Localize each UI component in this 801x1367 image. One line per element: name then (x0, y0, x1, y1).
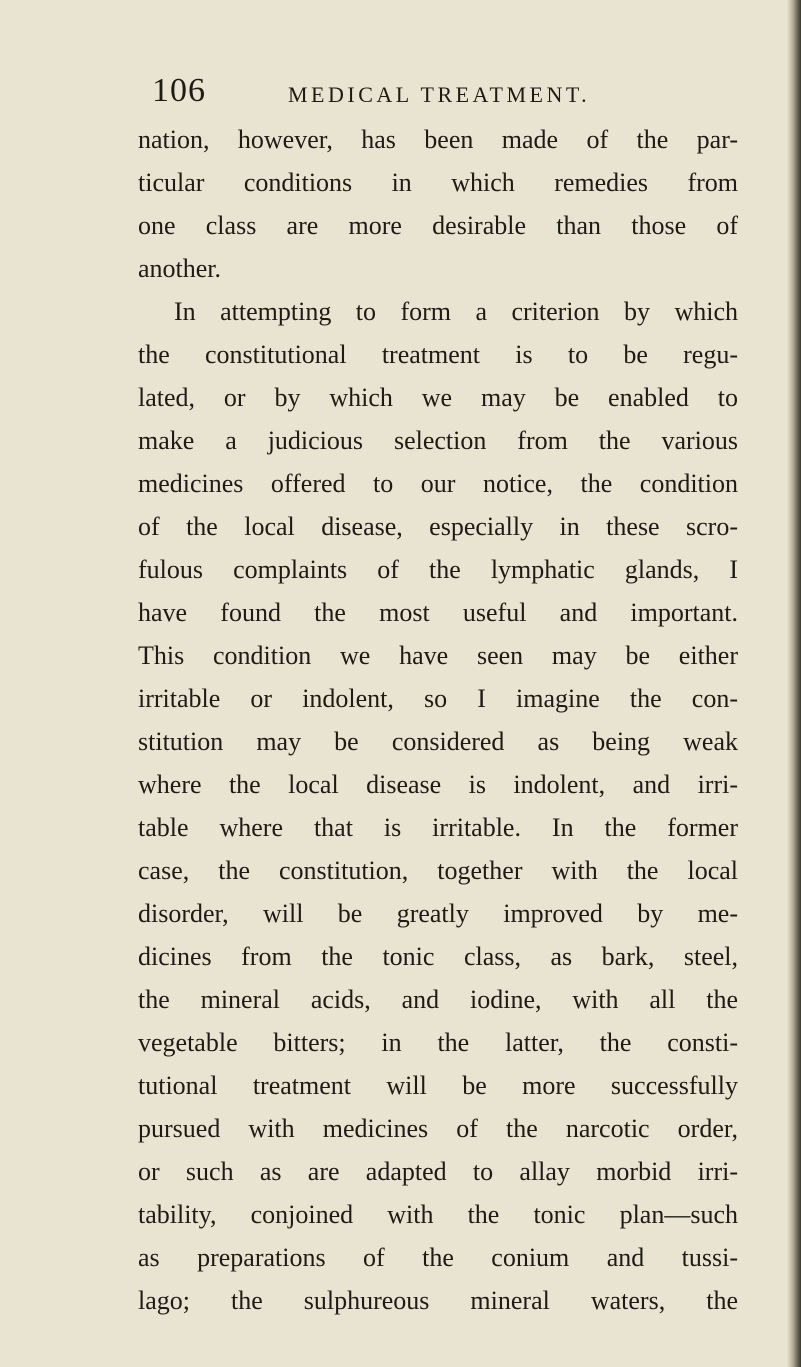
text-line: tutional treatment will be more successfully (138, 1071, 738, 1100)
text-line: pursued with medicines of the narcotic order, (138, 1114, 738, 1143)
page-number: 106 (152, 72, 206, 109)
text-line: or such as are adapted to allay morbid irri- (138, 1157, 738, 1186)
text-line: fulous complaints of the lymphatic glands, I (138, 555, 738, 584)
text-line: nation, however, has been made of the par- (138, 125, 738, 154)
text-line: ticular conditions in which remedies from (138, 168, 738, 197)
text-line: case, the constitution, together with the local (138, 856, 738, 885)
running-title: MEDICAL TREATMENT. (288, 82, 591, 107)
text-line: where the local disease is indolent, and irri- (138, 770, 738, 799)
text-line: irritable or indolent, so I imagine the con- (138, 684, 738, 713)
text-line: have found the most useful and important. (138, 598, 738, 627)
text-line: of the local disease, especially in these scro- (138, 512, 738, 541)
text-line: lated, or by which we may be enabled to (138, 383, 738, 412)
text-line: as preparations of the conium and tussi- (138, 1243, 738, 1272)
page-edge-shadow (787, 0, 801, 1367)
text-line: dicines from the tonic class, as bark, steel, (138, 942, 738, 971)
text-line: This condition we have seen may be either (138, 641, 738, 670)
text-line: In attempting to form a criterion by which (174, 297, 738, 326)
text-line: vegetable bitters; in the latter, the consti- (138, 1028, 738, 1057)
text-line: another. (138, 254, 222, 283)
text-line: lago; the sulphureous mineral waters, the (138, 1286, 738, 1315)
running-head (152, 72, 622, 112)
text-line: tability, conjoined with the tonic plan—such (138, 1200, 738, 1229)
text-line: the mineral acids, and iodine, with all the (138, 985, 738, 1014)
text-line: table where that is irritable. In the former (138, 813, 738, 842)
text-line: disorder, will be greatly improved by me- (138, 899, 738, 928)
text-line: stitution may be considered as being weak (138, 727, 738, 756)
text-line: one class are more desirable than those of (138, 211, 738, 240)
body-text (138, 118, 738, 1322)
text-line: the constitutional treatment is to be regu- (138, 340, 738, 369)
text-line: medicines offered to our notice, the condition (138, 469, 738, 498)
text-line: make a judicious selection from the various (138, 426, 738, 455)
